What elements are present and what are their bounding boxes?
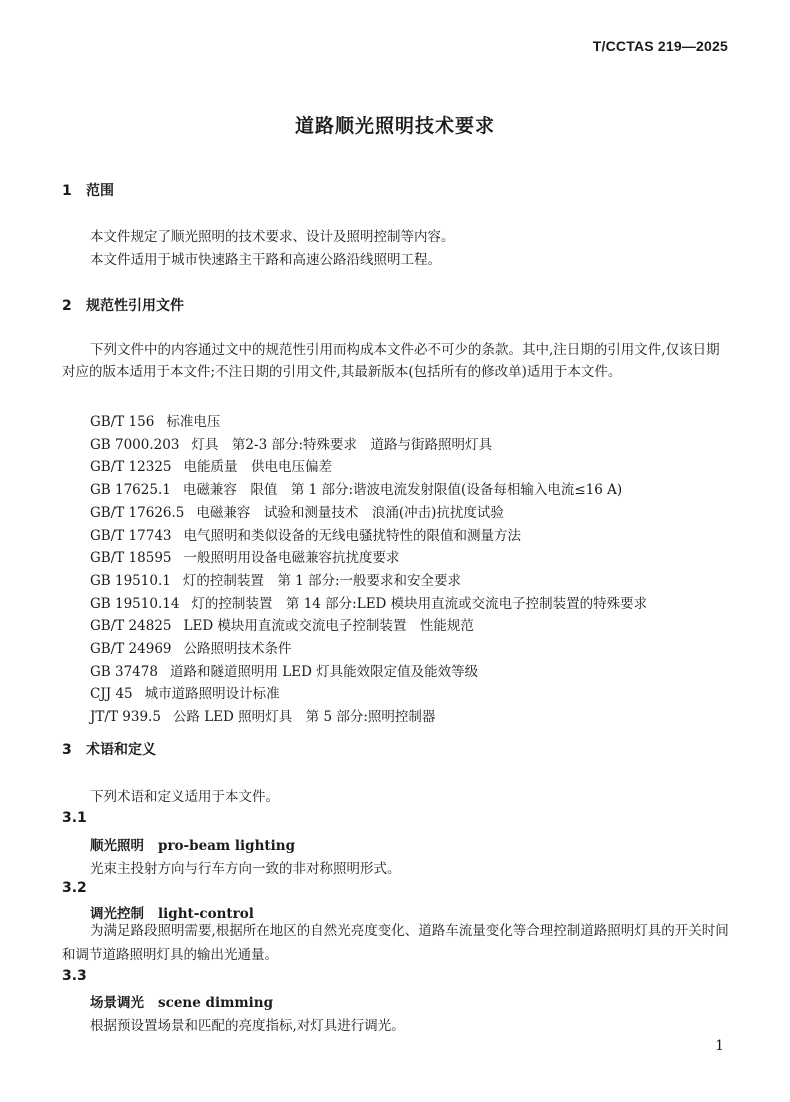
term-definition: 根据预设置场景和匹配的亮度指标,对灯具进行调光。: [90, 1018, 405, 1034]
reference-item: [90, 410, 220, 430]
reference-item: [90, 569, 461, 589]
reference-code: GB 37478: [90, 664, 158, 680]
reference-code: GB 19510.1: [90, 573, 171, 589]
standard-code: T/CCTAS 219—2025: [592, 38, 728, 54]
section-number: 1: [62, 183, 72, 199]
reference-item: [90, 478, 622, 498]
reference-title: 电磁兼容 限值 第 1 部分:谐波电流发射限值(设备每相输入电流≤16 A): [182, 482, 623, 498]
section-3-heading: [62, 739, 156, 759]
reference-title: 灯具 第2-3 部分:特殊要求 道路与街路照明灯具: [191, 437, 493, 453]
reference-item: [90, 455, 332, 475]
term-en: pro-beam lighting: [158, 838, 296, 854]
section-number: 3: [62, 742, 72, 758]
reference-code: GB/T 12325: [90, 459, 172, 475]
reference-title: 公路 LED 照明灯具 第 5 部分:照明控制器: [172, 709, 436, 725]
section-title: 规范性引用文件: [86, 298, 184, 314]
reference-title: 公路照明技术条件: [183, 641, 292, 657]
reference-code: GB 19510.14: [90, 596, 180, 612]
reference-code: GB 17625.1: [90, 482, 171, 498]
section-number: 2: [62, 298, 72, 314]
reference-item: [90, 546, 400, 566]
scope-para-1: 本文件规定了顺光照明的技术要求、设计及照明控制等内容。: [90, 229, 455, 245]
term-zh: 调光控制: [90, 906, 144, 922]
terms-intro: 下列术语和定义适用于本文件。: [90, 789, 279, 805]
reference-title: 电气照明和类似设备的无线电骚扰特性的限值和测量方法: [183, 528, 521, 544]
term-definition: 为满足路段照明需要,根据所在地区的自然光亮度变化、道路车流量变化等合理控制道路照明灯具的开关时间和调节道路照明灯具的输出光通量。: [62, 923, 729, 963]
reference-code: GB/T 17626.5: [90, 505, 185, 521]
term-en: scene dimming: [158, 995, 274, 1011]
reference-title: 电磁兼容 试验和测量技术 浪涌(冲击)抗扰度试验: [196, 505, 504, 521]
page-number: 1: [715, 1038, 724, 1054]
reference-code: GB/T 24825: [90, 618, 172, 634]
reference-code: GB/T 24969: [90, 641, 172, 657]
reference-title: 灯的控制装置 第 1 部分:一般要求和安全要求: [182, 573, 462, 589]
section-2-heading: [62, 295, 184, 315]
reference-code: JT/T 939.5: [90, 709, 161, 725]
normative-refs-intro: 下列文件中的内容通过文中的规范性引用而构成本文件必不可少的条款。其中,注日期的引用文件,仅该日期对应的版本适用于本文件;不注日期的引用文件,其最新版本(包括所有的修改单)适用于本文件。: [62, 342, 720, 380]
reference-item: [90, 614, 474, 634]
reference-item: [90, 592, 647, 612]
term-number: 3.2: [62, 880, 87, 896]
term-zh: 场景调光: [90, 995, 144, 1011]
reference-title: 道路和隧道照明用 LED 灯具能效限定值及能效等级: [169, 664, 479, 680]
term-name: [90, 834, 295, 854]
term-number: 3.3: [62, 968, 87, 984]
reference-code: GB 7000.203: [90, 437, 180, 453]
reference-title: 一般照明用设备电磁兼容抗扰度要求: [183, 550, 400, 566]
page-title: 道路顺光照明技术要求: [294, 115, 495, 137]
reference-title: 电能质量 供电电压偏差: [183, 459, 332, 475]
reference-item: [90, 705, 435, 725]
scope-para-2: 本文件适用于城市快速路主干路和高速公路沿线照明工程。: [90, 252, 441, 268]
reference-item: [90, 637, 292, 657]
reference-title: 灯的控制装置 第 14 部分:LED 模块用直流或交流电子控制装置的特殊要求: [191, 596, 648, 612]
section-title: 范围: [86, 183, 114, 199]
reference-item: [90, 524, 521, 544]
term-definition: 光束主投射方向与行车方向一致的非对称照明形式。: [90, 861, 401, 877]
reference-code: GB/T 156: [90, 414, 155, 430]
reference-item: [90, 501, 504, 521]
reference-code: GB/T 18595: [90, 550, 172, 566]
term-en: light-control: [158, 906, 254, 922]
section-title: 术语和定义: [86, 742, 156, 758]
reference-title: LED 模块用直流或交流电子控制装置 性能规范: [183, 618, 474, 634]
reference-title: 标准电压: [166, 414, 221, 430]
section-1-heading: [62, 180, 114, 200]
term-name: [90, 991, 273, 1011]
reference-item: [90, 660, 478, 680]
reference-code: CJJ 45: [90, 686, 133, 702]
term-zh: 顺光照明: [90, 838, 144, 854]
reference-item: [90, 682, 280, 702]
reference-item: [90, 433, 492, 453]
reference-title: 城市道路照明设计标准: [144, 686, 280, 702]
reference-code: GB/T 17743: [90, 528, 172, 544]
term-number: 3.1: [62, 810, 87, 826]
